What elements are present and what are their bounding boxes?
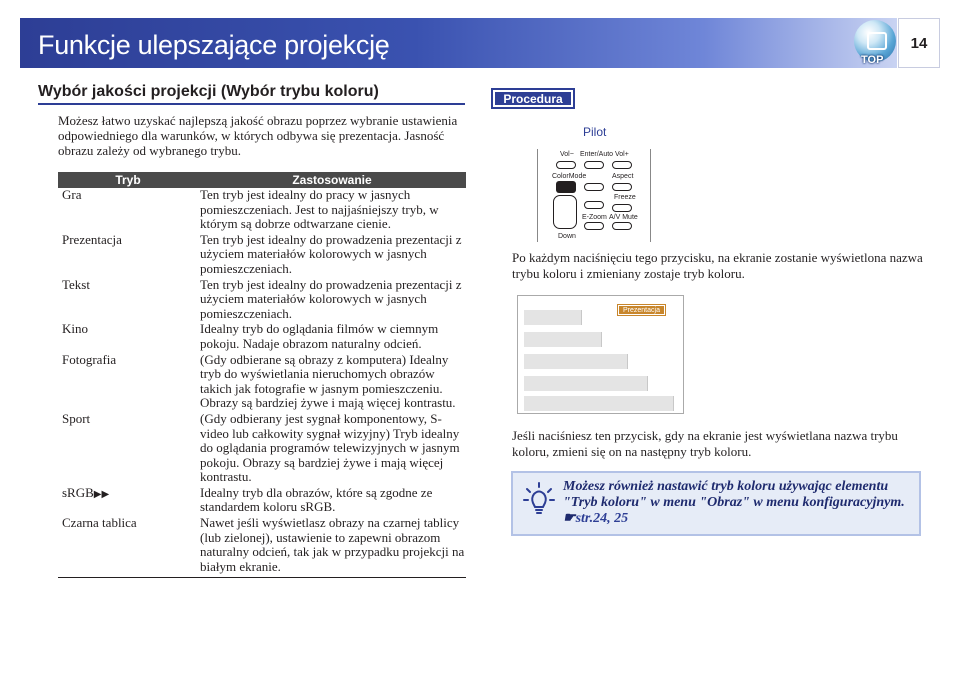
mode-name: Fotografia: [62, 351, 117, 367]
mode-name: Sport: [62, 410, 91, 426]
table-header-mode: Tryb: [58, 172, 198, 188]
color-mode-button: [556, 181, 576, 193]
procedure-label: Procedura: [495, 92, 571, 105]
vol-minus-label: Vol−: [560, 151, 574, 158]
mode-description: Ten tryb jest idealny do pracy w jasnych pomieszczeniach. Jest to najjaśniejszy tryb, w którym są dobrze odtwarzane cienie.: [200, 187, 439, 232]
remote-button: [584, 183, 604, 191]
table-row: [58, 322, 466, 352]
remote-control-illustration: [537, 149, 651, 242]
vol-plus-label: Vol+: [615, 151, 629, 158]
table-row: [58, 516, 466, 578]
tip-box: [511, 471, 921, 536]
next-mode-instruction: Jeśli naciśniesz ten przycisk, gdy na ekranie jest wyświetlana nazwa trybu koloru, zmieni się on na następny tryb koloru.: [512, 428, 898, 459]
table-row: [58, 188, 466, 233]
pilot-label: Pilot: [583, 125, 607, 139]
top-button[interactable]: [852, 18, 898, 70]
mode-description: Idealny tryb do oglądania filmów w ciemnym pokoju. Nadaje obrazom naturalny odcień.: [200, 321, 439, 351]
mode-name: sRGB: [62, 484, 94, 500]
table-row: [58, 353, 466, 412]
color-mode-label: ColorMode: [552, 173, 587, 180]
srgb-link-arrow-icon[interactable]: ▶▶: [93, 488, 110, 500]
mode-name-cell: [58, 486, 198, 516]
remote-button: [612, 183, 632, 191]
page-number: 14: [898, 18, 940, 68]
mode-description: (Gdy odbierany jest sygnał komponentowy, S-video lub całkowity sygnał wizyjny) Tryb idealny do oglądania programów telewizyjnych w jasnym pokoju. Obrazy są bardziej żywe i mają więcej kontrastu.: [200, 410, 460, 485]
mode-name: Prezentacja: [62, 231, 122, 247]
mode-description: Ten tryb jest idealny do prowadzenia prezentacji z użyciem materiałów kolorowych w jasnych pomieszczeniach.: [200, 231, 462, 276]
mode-description: (Gdy odbierane są obrazy z komputera) Idealny tryb do wyświetlania nieruchomych obrazów takich jak fotografie w jasnym pomieszczeniu. Obrazy są bardziej żywe i mają więcej kontrastu.: [200, 351, 456, 411]
freeze-label: Freeze: [614, 194, 636, 201]
section-title: Wybór jakości projekcji (Wybór trybu koloru): [38, 83, 379, 100]
table-row: [58, 278, 466, 323]
table-header-row: [58, 172, 466, 188]
mode-name: Kino: [62, 321, 88, 337]
mode-description: Nawet jeśli wyświetlasz obrazy na czarnej tablicy (lub zielonej), ustawienie to zapewni obrazom naturalny odcień, tak jak w przypadku projekcji na białym ekranie.: [198, 516, 466, 578]
remote-button: [584, 161, 604, 169]
mode-name: Gra: [62, 187, 82, 202]
screen-bar: [524, 396, 674, 411]
remote-button: [556, 161, 576, 169]
procedure-badge: [491, 88, 575, 109]
projection-screen-illustration: [517, 295, 684, 414]
tip-text: [563, 479, 913, 527]
remote-button: [584, 222, 604, 230]
remote-button: [612, 222, 632, 230]
top-button-label: TOP: [861, 54, 884, 66]
tip-body: Możesz również nastawić tryb koloru używając elementu "Tryb koloru" w menu "Obraz" w menu konfiguracyjnym.: [563, 479, 905, 510]
screen-bar: [524, 310, 582, 325]
page-title: Funkcje ulepszające projekcję: [38, 30, 390, 60]
mode-name: Czarna tablica: [58, 516, 198, 578]
table-row: [58, 412, 466, 486]
remote-button: [584, 201, 604, 209]
table-row: [58, 486, 466, 516]
av-mute-label: A/V Mute: [609, 214, 638, 221]
remote-button: [612, 204, 632, 212]
intro-paragraph: Możesz łatwo uzyskać najlepszą jakość obrazu poprzez wybranie ustawienia odpowiedniego dla warunków, w których odbywa się prezentacja. Jasność obrazu zależy od wybranego trybu.: [58, 113, 458, 158]
pointer-hand-icon: ☛: [563, 511, 576, 526]
section-rule: [38, 103, 465, 105]
mode-description: Idealny tryb dla obrazów, które są zgodne ze standardem koloru sRGB.: [200, 484, 433, 515]
remote-button: [612, 161, 632, 169]
color-mode-badge: Prezentacja: [618, 305, 665, 315]
page-reference-link[interactable]: str.24, 25: [575, 511, 629, 526]
table-row: [58, 233, 466, 278]
direction-pad: [553, 195, 577, 229]
tip-lightbulb-icon: [523, 481, 555, 515]
down-label: Down: [558, 233, 576, 240]
e-zoom-label: E-Zoom: [582, 214, 607, 221]
aspect-label: Aspect: [612, 173, 634, 180]
mode-name: Tekst: [62, 276, 90, 292]
table-header-usage: Zastosowanie: [198, 172, 466, 188]
screen-bar: [524, 354, 628, 369]
mode-description: Ten tryb jest idealny do prowadzenia prezentacji z użyciem materiałów kolorowych w jasnych pomieszczeniach.: [200, 276, 462, 321]
enter-auto-label: Enter/Auto: [580, 151, 614, 158]
screen-bar: [524, 376, 648, 391]
color-mode-table: [58, 172, 466, 578]
step-instruction: Po każdym naciśnięciu tego przycisku, na ekranie zostanie wyświetlona nazwa trybu koloru i zmieniany zostaje tryb koloru.: [512, 250, 923, 281]
screen-bar: [524, 332, 602, 347]
